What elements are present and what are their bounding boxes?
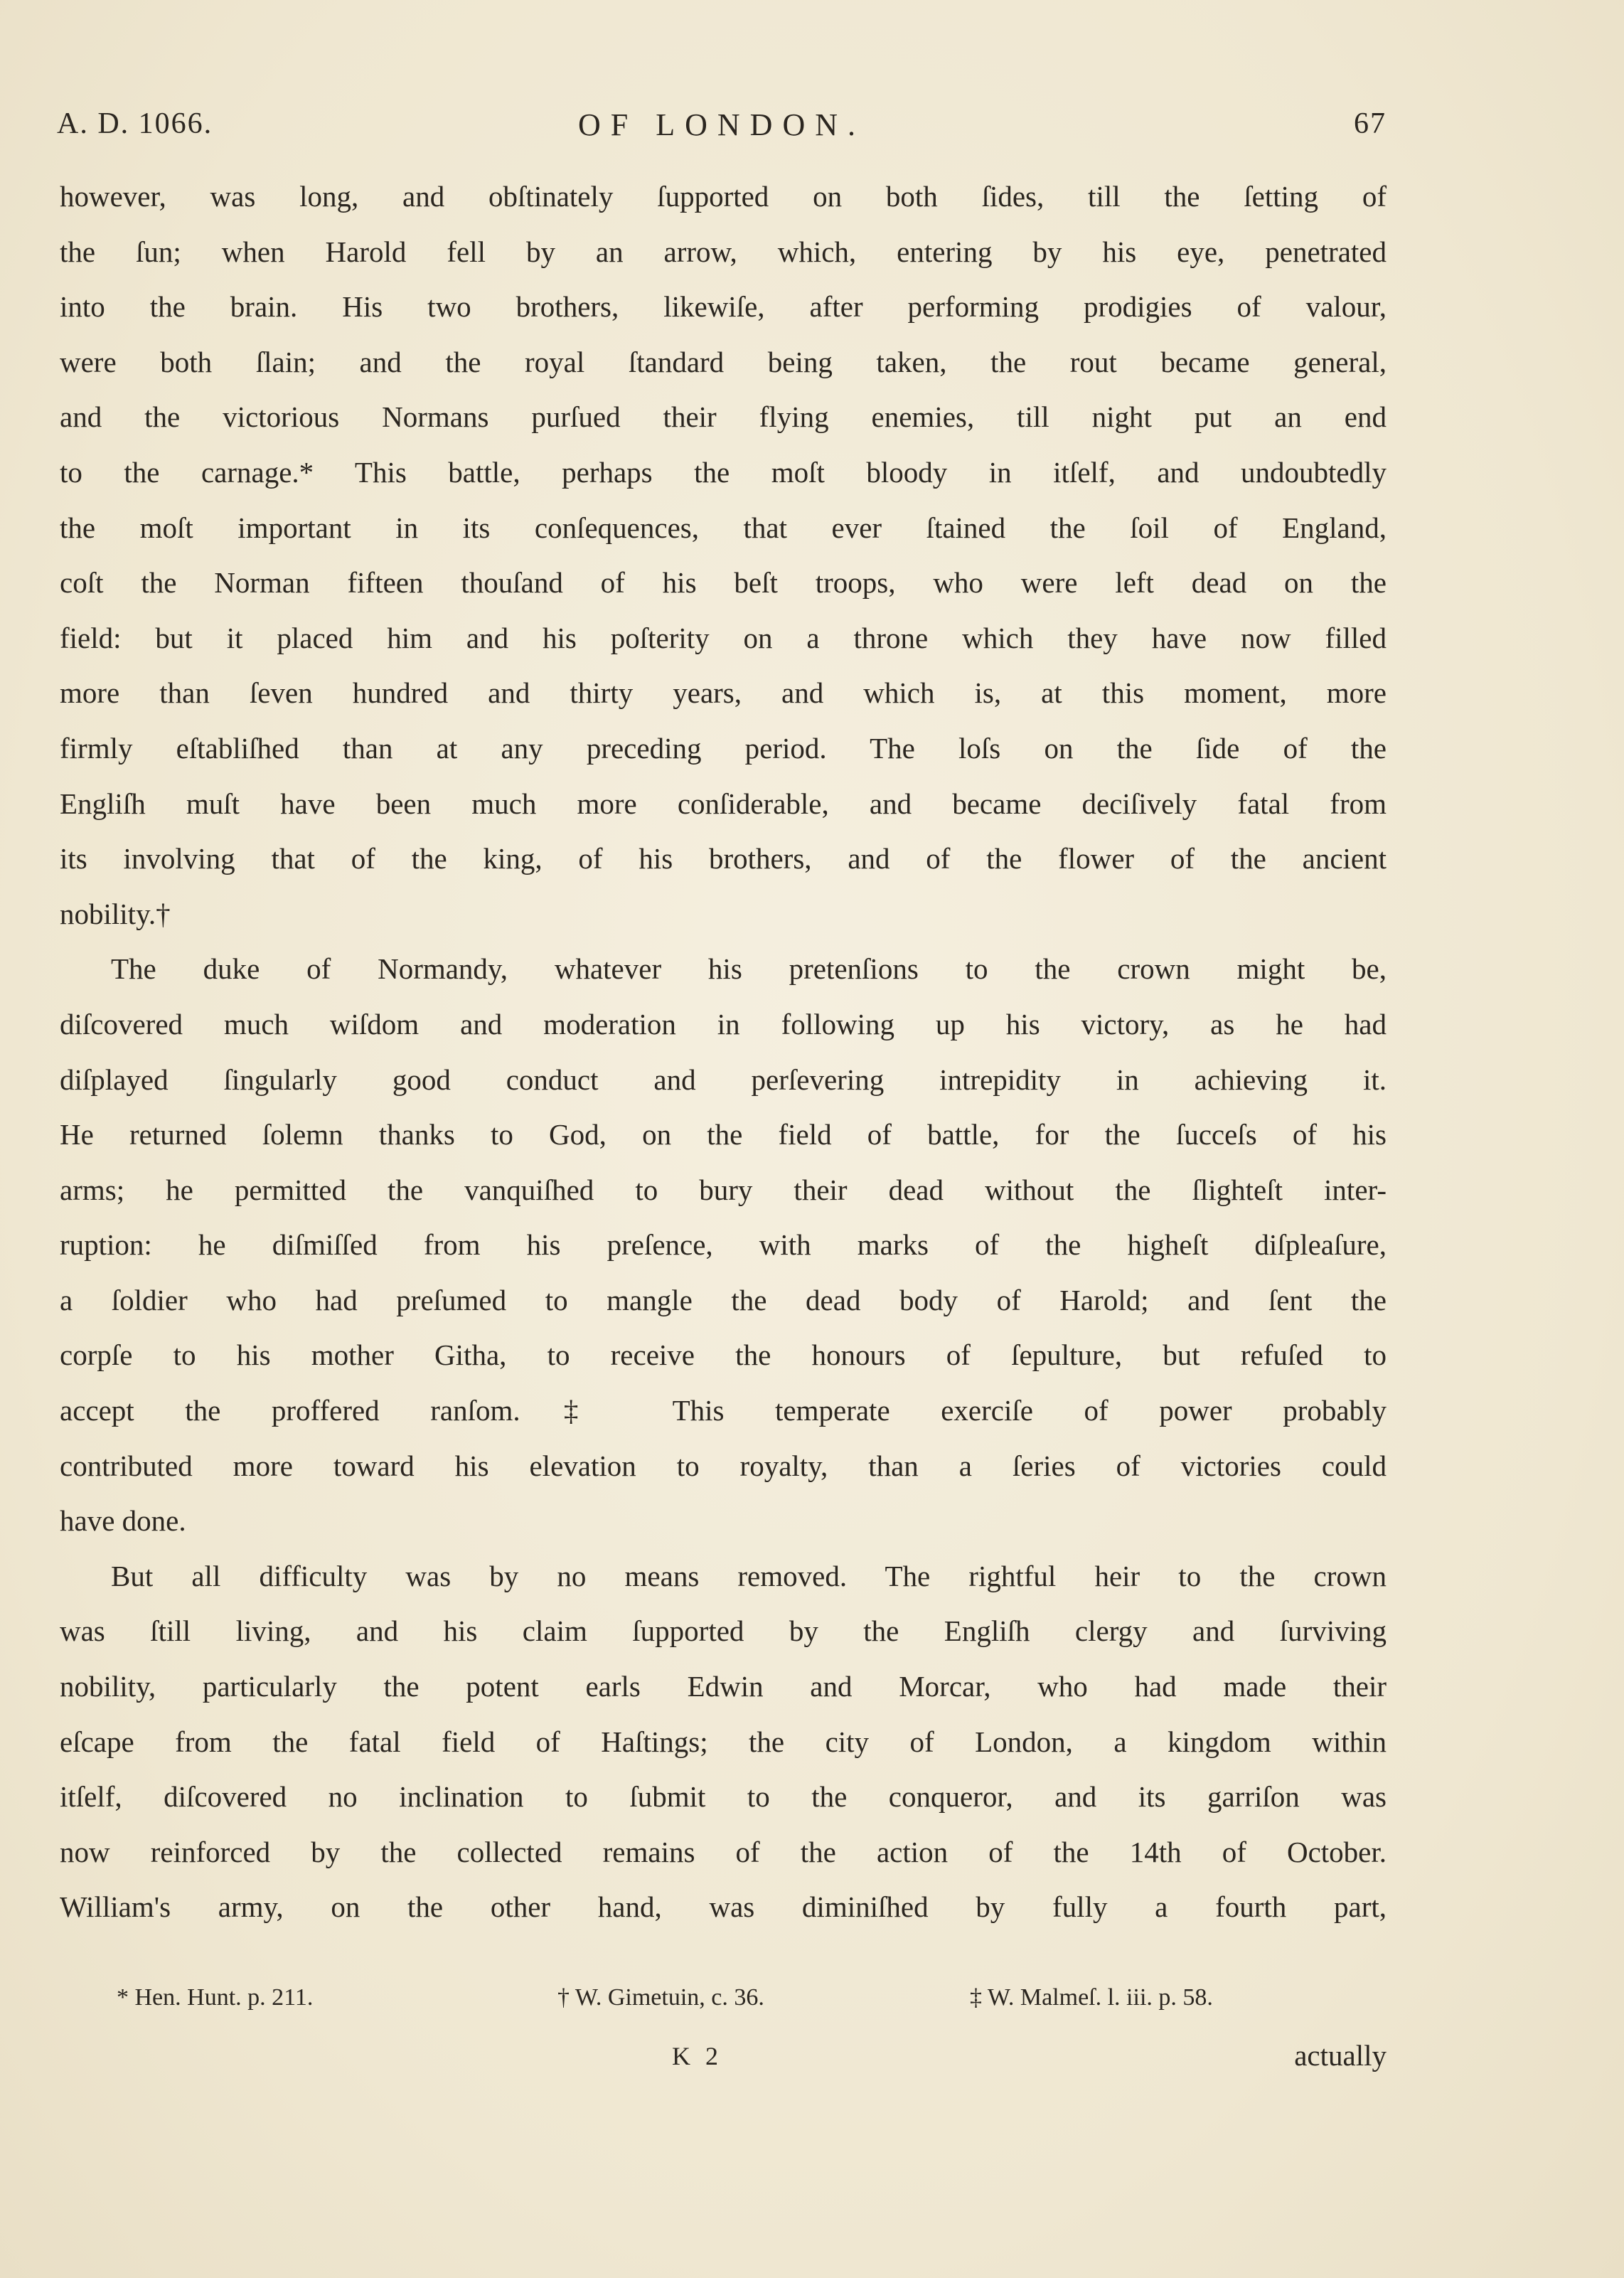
text-line: corpſe to his mother Githa, to receive the honours of ſepulture, but refuſed to — [60, 1338, 1387, 1372]
text-line: the moſt important in its conſequences, that ever ſtained the ſoil of England, — [60, 511, 1387, 544]
text-line: ruption: he diſmiſſed from his preſence, with marks of the higheſt diſpleaſure, — [60, 1228, 1387, 1262]
text-line: was ſtill living, and his claim ſupported by the Engliſh clergy and ſurviving — [60, 1614, 1387, 1648]
text-line: arms; he permitted the vanquiſhed to bury their dead without the ſlighteſt inter- — [60, 1173, 1387, 1206]
footnotes — [60, 1984, 1387, 2027]
running-head — [57, 107, 1387, 149]
running-head-title: OF LONDON. — [578, 107, 865, 142]
text-line: nobility, particularly the potent earls Edwin and Morcar, who had made their — [60, 1670, 1387, 1703]
text-line: nobility.† — [60, 897, 171, 930]
text-line: William's army, on the other hand, was diminiſhed by fully a fourth part, — [60, 1890, 1387, 1924]
text-line: a ſoldier who had preſumed to mangle the dead body of Harold; and ſent the — [60, 1283, 1387, 1316]
page-number: 67 — [1354, 107, 1387, 140]
catchword: actually — [1294, 2039, 1387, 2072]
footnote: † W. Gimetuin, c. 36. — [557, 1984, 764, 2011]
text-line: But all difficulty was by no means removed. The rightful heir to the crown — [111, 1559, 1387, 1592]
running-head-date: A. D. 1066. — [57, 107, 213, 140]
footnote: ‡ W. Malmeſ. l. iii. p. 58. — [970, 1984, 1213, 2011]
text-line: coſt the Norman fifteen thouſand of his beſt troops, who were left dead on the — [60, 566, 1387, 600]
text-line: however, was long, and obſtinately ſupported on both ſides, till the ſetting of — [60, 180, 1387, 213]
text-line: field: but it placed him and his poſterity on a throne which they have now filled — [60, 621, 1387, 654]
text-line: have done. — [60, 1504, 186, 1538]
body-text — [60, 169, 1387, 1935]
text-line: He returned ſolemn thanks to God, on the field of battle, for the ſucceſs of his — [60, 1118, 1387, 1151]
text-line: accept the proffered ranſom.‡ This temperate exerciſe of power probably — [60, 1394, 1387, 1427]
text-line: The duke of Normandy, whatever his pretenſions to the crown might be, — [111, 952, 1387, 986]
text-line: the ſun; when Harold fell by an arrow, which, entering by his eye, penetrated — [60, 235, 1387, 268]
text-line: now reinforced by the collected remains of the action of the 14th of October. — [60, 1835, 1387, 1868]
text-line: more than ſeven hundred and thirty years, and which is, at this moment, more — [60, 676, 1387, 710]
text-line: into the brain. His two brothers, likewiſe, after performing prodigies of valour, — [60, 290, 1387, 324]
text-line: were both ſlain; and the royal ſtandard being taken, the rout became general, — [60, 345, 1387, 378]
text-line: itſelf, diſcovered no inclination to ſubmit to the conqueror, and its garriſon was — [60, 1780, 1387, 1814]
text-line: diſplayed ſingularly good conduct and perſevering intrepidity in achieving it. — [60, 1063, 1387, 1096]
text-line: contributed more toward his elevation to royalty, than a ſeries of victories could — [60, 1449, 1387, 1482]
footnote: * Hen. Hunt. p. 211. — [117, 1984, 314, 2011]
text-line: eſcape from the fatal field of Haſtings; the city of London, a kingdom within — [60, 1725, 1387, 1758]
text-line: diſcovered much wiſdom and moderation in following up his victory, as he had — [60, 1007, 1387, 1040]
text-line: firmly eſtabliſhed than at any preceding period. The loſs on the ſide of the — [60, 731, 1387, 765]
text-line: Engliſh muſt have been much more conſiderable, and became deciſively fatal from — [60, 787, 1387, 820]
text-line: to the carnage.* This battle, perhaps the moſt bloody in itſelf, and undoubtedly — [60, 455, 1387, 489]
text-line: its involving that of the king, of his brothers, and of the flower of the ancient — [60, 842, 1387, 875]
signature-mark: K 2 — [672, 2042, 722, 2070]
text-line: and the victorious Normans purſued their flying enemies, till night put an end — [60, 400, 1387, 434]
